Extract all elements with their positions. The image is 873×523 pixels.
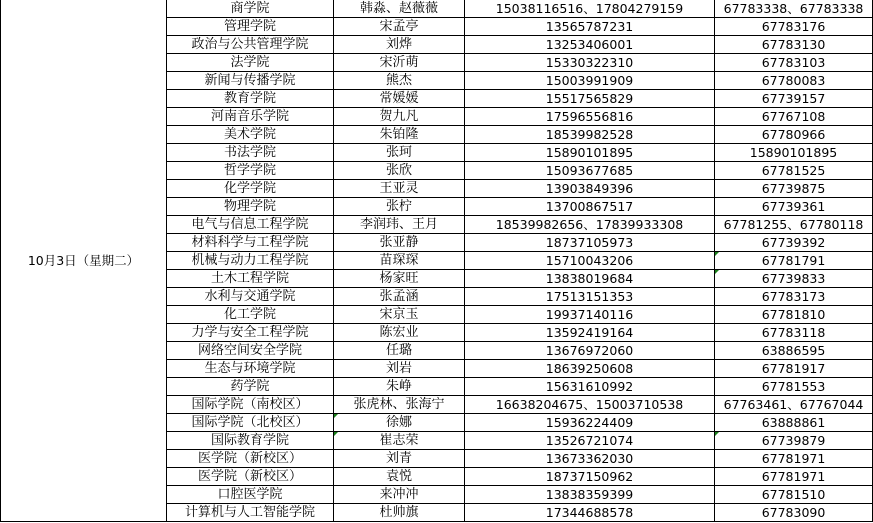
phone-cell[interactable]: 67739879: [715, 432, 873, 450]
phone-cell[interactable]: 67783103: [715, 54, 873, 72]
phone-cell[interactable]: 67763461、67767044: [715, 396, 873, 414]
mobile-cell[interactable]: 13565787231: [465, 18, 715, 36]
phone-cell[interactable]: 67739833: [715, 270, 873, 288]
contact-cell[interactable]: 张孟涵: [334, 288, 465, 306]
college-cell[interactable]: 教育学院: [167, 90, 334, 108]
contact-cell[interactable]: 张亚静: [334, 234, 465, 252]
phone-cell[interactable]: 67781553: [715, 378, 873, 396]
phone-cell[interactable]: 67783118: [715, 324, 873, 342]
college-cell[interactable]: 土木工程学院: [167, 270, 334, 288]
phone-cell[interactable]: 63888861: [715, 414, 873, 432]
mobile-cell[interactable]: 13838019684: [465, 270, 715, 288]
mobile-cell[interactable]: 13676972060: [465, 342, 715, 360]
college-cell[interactable]: 医学院（新校区）: [167, 468, 334, 486]
contact-cell[interactable]: 杜帅旗: [334, 504, 465, 522]
college-cell[interactable]: 物理学院: [167, 198, 334, 216]
college-cell[interactable]: 法学院: [167, 54, 334, 72]
college-cell[interactable]: 哲学学院: [167, 162, 334, 180]
mobile-cell[interactable]: 15517565829: [465, 90, 715, 108]
college-cell[interactable]: 书法学院: [167, 144, 334, 162]
mobile-cell[interactable]: 18539982528: [465, 126, 715, 144]
mobile-cell[interactable]: 13838359399: [465, 486, 715, 504]
mobile-cell[interactable]: 13592419164: [465, 324, 715, 342]
phone-cell[interactable]: 67739875: [715, 180, 873, 198]
mobile-cell[interactable]: 13673362030: [465, 450, 715, 468]
contact-cell[interactable]: 刘青: [334, 450, 465, 468]
phone-cell[interactable]: 67780966: [715, 126, 873, 144]
college-cell[interactable]: 化学学院: [167, 180, 334, 198]
mobile-cell[interactable]: 18639250608: [465, 360, 715, 378]
mobile-cell[interactable]: 15710043206: [465, 252, 715, 270]
college-cell[interactable]: 商学院: [167, 0, 334, 18]
table-body: [1, 0, 873, 522]
college-cell[interactable]: 口腔医学院: [167, 486, 334, 504]
contact-cell[interactable]: 苗琛琛: [334, 252, 465, 270]
contact-cell[interactable]: 张欣: [334, 162, 465, 180]
phone-cell[interactable]: 67739361: [715, 198, 873, 216]
college-cell[interactable]: 国际教育学院: [167, 432, 334, 450]
mobile-cell[interactable]: 15890101895: [465, 144, 715, 162]
college-cell[interactable]: 电气与信息工程学院: [167, 216, 334, 234]
college-cell[interactable]: 国际学院（北校区）: [167, 414, 334, 432]
phone-cell[interactable]: 67781917: [715, 360, 873, 378]
college-cell[interactable]: 机械与动力工程学院: [167, 252, 334, 270]
college-cell[interactable]: 国际学院（南校区）: [167, 396, 334, 414]
contact-cell[interactable]: 常媛媛: [334, 90, 465, 108]
mobile-cell[interactable]: 17596556816: [465, 108, 715, 126]
contact-cell[interactable]: 贺九凡: [334, 108, 465, 126]
phone-cell[interactable]: 67781510: [715, 486, 873, 504]
table-row: [1, 0, 873, 18]
mobile-cell[interactable]: 17513151353: [465, 288, 715, 306]
phone-cell[interactable]: 67781791: [715, 252, 873, 270]
phone-cell[interactable]: 67781971: [715, 468, 873, 486]
contact-cell[interactable]: 张珂: [334, 144, 465, 162]
college-cell[interactable]: 生态与环境学院: [167, 360, 334, 378]
contact-cell[interactable]: 刘岩: [334, 360, 465, 378]
mobile-cell[interactable]: 15936224409: [465, 414, 715, 432]
mobile-cell[interactable]: 13526721074: [465, 432, 715, 450]
college-cell[interactable]: 材料科学与工程学院: [167, 234, 334, 252]
phone-cell[interactable]: 63886595: [715, 342, 873, 360]
contact-cell[interactable]: 朱铂隆: [334, 126, 465, 144]
contact-cell[interactable]: 袁悦: [334, 468, 465, 486]
phone-cell[interactable]: 67781971: [715, 450, 873, 468]
college-cell[interactable]: 水利与交通学院: [167, 288, 334, 306]
mobile-cell[interactable]: 13903849396: [465, 180, 715, 198]
contact-cell[interactable]: 张柠: [334, 198, 465, 216]
phone-cell[interactable]: 67781255、67780118: [715, 216, 873, 234]
mobile-cell[interactable]: 13253406001: [465, 36, 715, 54]
college-cell[interactable]: 网络空间安全学院: [167, 342, 334, 360]
mobile-cell[interactable]: 18539982656、17839933308: [465, 216, 715, 234]
contact-cell[interactable]: 张虎林、张海宁: [334, 396, 465, 414]
mobile-cell[interactable]: 17344688578: [465, 504, 715, 522]
mobile-cell[interactable]: 19937140116: [465, 306, 715, 324]
contact-cell[interactable]: 杨家旺: [334, 270, 465, 288]
contact-cell[interactable]: 陈宏业: [334, 324, 465, 342]
phone-cell[interactable]: 67781525: [715, 162, 873, 180]
phone-cell[interactable]: 67783130: [715, 36, 873, 54]
college-cell[interactable]: 河南音乐学院: [167, 108, 334, 126]
contact-cell[interactable]: 徐娜: [334, 414, 465, 432]
contact-cell[interactable]: 任璐: [334, 342, 465, 360]
college-cell[interactable]: 化工学院: [167, 306, 334, 324]
mobile-cell[interactable]: 15631610992: [465, 378, 715, 396]
contact-cell[interactable]: 宋孟亭: [334, 18, 465, 36]
college-cell[interactable]: 医学院（新校区）: [167, 450, 334, 468]
college-cell[interactable]: 政治与公共管理学院: [167, 36, 334, 54]
phone-cell[interactable]: 67783338、67783338: [715, 0, 873, 18]
phone-cell[interactable]: 67781810: [715, 306, 873, 324]
mobile-cell[interactable]: 13700867517: [465, 198, 715, 216]
college-cell[interactable]: 计算机与人工智能学院: [167, 504, 334, 522]
contact-cell[interactable]: 宋沂萌: [334, 54, 465, 72]
mobile-cell[interactable]: 15003991909: [465, 72, 715, 90]
phone-cell[interactable]: 67783173: [715, 288, 873, 306]
phone-cell[interactable]: 67780083: [715, 72, 873, 90]
mobile-cell[interactable]: 15038116516、17804279159: [465, 0, 715, 18]
phone-cell[interactable]: 67739157: [715, 90, 873, 108]
college-cell[interactable]: 管理学院: [167, 18, 334, 36]
contact-cell[interactable]: 刘烨: [334, 36, 465, 54]
contact-cell[interactable]: 李润玮、王月: [334, 216, 465, 234]
phone-cell[interactable]: 15890101895: [715, 144, 873, 162]
date-cell[interactable]: 10月3日（星期二）: [1, 0, 167, 522]
mobile-cell[interactable]: 16638204675、15003710538: [465, 396, 715, 414]
contact-cell[interactable]: 韩淼、赵薇薇: [334, 0, 465, 18]
contact-cell[interactable]: 熊杰: [334, 72, 465, 90]
contact-cell[interactable]: 宋京玉: [334, 306, 465, 324]
contact-cell[interactable]: 朱峥: [334, 378, 465, 396]
phone-cell[interactable]: 67739392: [715, 234, 873, 252]
contact-cell[interactable]: 王亚灵: [334, 180, 465, 198]
phone-cell[interactable]: 67783176: [715, 18, 873, 36]
college-cell[interactable]: 新闻与传播学院: [167, 72, 334, 90]
phone-cell[interactable]: 67767108: [715, 108, 873, 126]
contact-cell[interactable]: 崔志荣: [334, 432, 465, 450]
mobile-cell[interactable]: 18737150962: [465, 468, 715, 486]
mobile-cell[interactable]: 18737105973: [465, 234, 715, 252]
mobile-cell[interactable]: 15330322310: [465, 54, 715, 72]
mobile-cell[interactable]: 15093677685: [465, 162, 715, 180]
college-cell[interactable]: 美术学院: [167, 126, 334, 144]
college-cell[interactable]: 力学与安全工程学院: [167, 324, 334, 342]
college-cell[interactable]: 药学院: [167, 378, 334, 396]
phone-cell[interactable]: 67783090: [715, 504, 873, 522]
contact-cell[interactable]: 来冲冲: [334, 486, 465, 504]
